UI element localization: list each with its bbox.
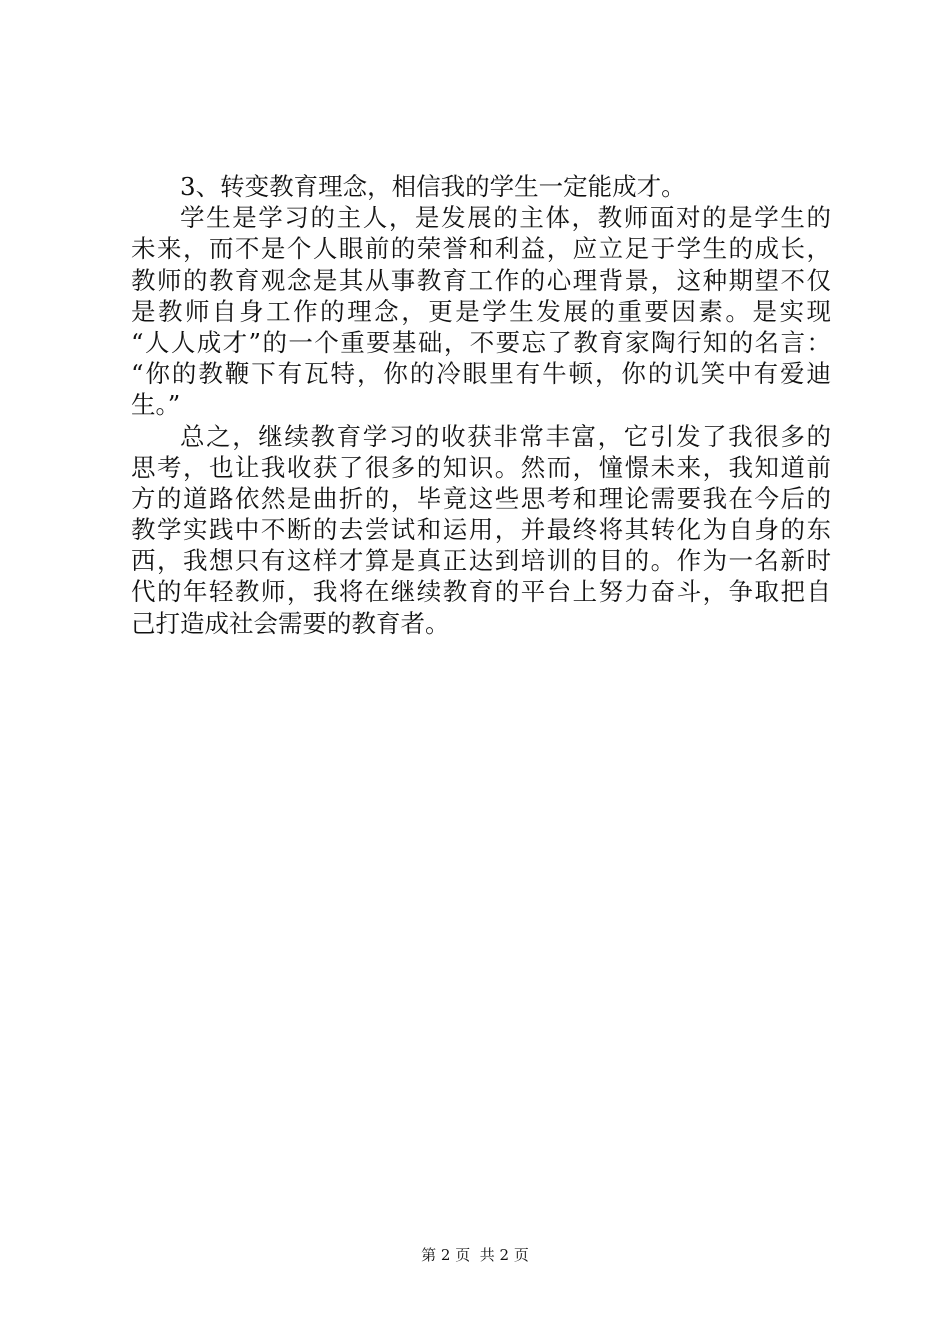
text-line: 学生是学习的主人，是发展的主体，教师面对的是学生的 <box>180 203 831 233</box>
paragraph-conclusion <box>131 421 831 639</box>
text-line: 总之，继续教育学习的收获非常丰富，它引发了我很多的 <box>180 421 831 451</box>
text-line: 未来，而不是个人眼前的荣誉和利益，应立足于学生的成长， <box>131 234 831 264</box>
page-number-footer: 第 2 页 共 2 页 <box>421 1246 529 1264</box>
text-line: 己打造成社会需要的教育者。 <box>131 608 450 638</box>
document-body <box>131 171 831 639</box>
text-line: 教学实践中不断的去尝试和运用，并最终将其转化为自身的东 <box>131 515 831 545</box>
text-line: 教师的教育观念是其从事教育工作的心理背景，这种期望不仅 <box>131 265 831 295</box>
paragraph-student-growth <box>131 202 831 420</box>
text-line: “你的教鞭下有瓦特，你的冷眼里有牛顿，你的讥笑中有爱迪 <box>131 359 831 389</box>
text-line: 是教师自身工作的理念，更是学生发展的重要因素。是实现 <box>131 296 831 326</box>
text-line: 西，我想只有这样才算是真正达到培训的目的。作为一名新时 <box>131 546 831 576</box>
text-line: 方的道路依然是曲折的，毕竟这些思考和理论需要我在今后的 <box>131 483 831 513</box>
text-line: 思考，也让我收获了很多的知识。然而，憧憬未来，我知道前 <box>131 452 831 482</box>
paragraph-heading <box>131 171 831 202</box>
heading-line: 3、转变教育理念，相信我的学生一定能成才。 <box>180 172 686 201</box>
text-line: “人人成才”的一个重要基础，不要忘了教育家陶行知的名言： <box>131 327 831 357</box>
text-line: 代的年轻教师，我将在继续教育的平台上努力奋斗，争取把自 <box>131 577 831 607</box>
text-line: 生。” <box>131 390 181 420</box>
